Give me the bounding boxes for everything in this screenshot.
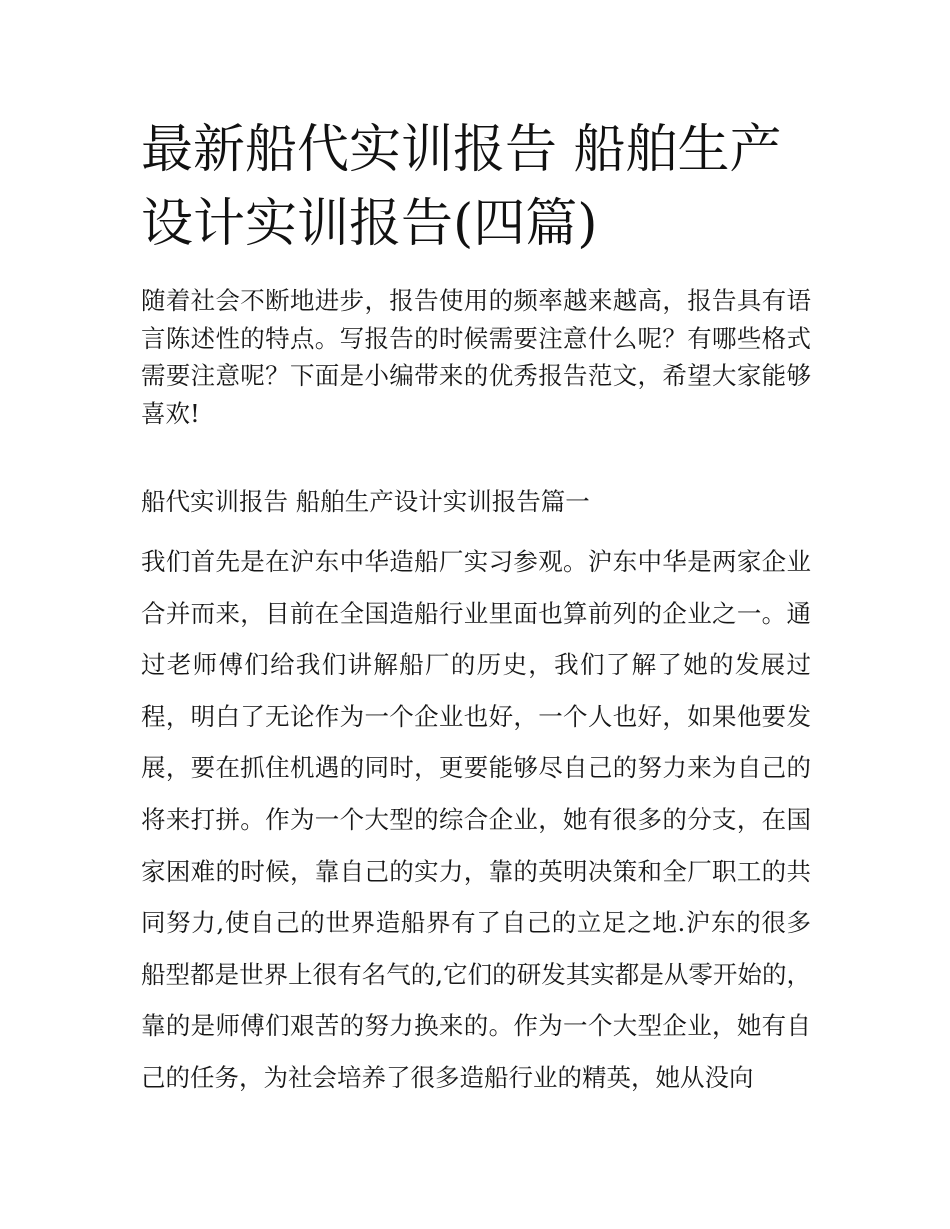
section-body-paragraph: 我们首先是在沪东中华造船厂实习参观。沪东中华是两家企业合并而来，目前在全国造船行业里面也算前列的企业之一。通过老师傅们给我们讲解船厂的历史，我们了解了她的发展过程，明白了无论作为一个企业也好，一个人也好，如果他要发展，要在抓住机遇的同时，更要能够尽自己的努力来为自己的将来打拼。作为一个大型的综合企业，她有很多的分支，在国家困难的时候，靠自己的实力，靠的英明决策和全厂职工的共同努力,使自己的世界造船界有了自己的立足之地.沪东的很多船型都是世界上很有名气的,它们的研发其实都是从零开始的，靠的是师傅们艰苦的努力换来的。作为一个大型企业，她有自己的任务，为社会培养了很多造船行业的精英，她从没向 — [141, 547, 811, 1092]
section-heading: 船代实训报告 船舶生产设计实训报告篇一 — [141, 487, 590, 516]
intro-paragraph: 随着社会不断地进步，报告使用的频率越来越高，报告具有语言陈述性的特点。写报告的时候需要注意什么呢？有哪些格式需要注意呢？下面是小编带来的优秀报告范文，希望大家能够喜欢! — [141, 286, 811, 428]
document-title: 最新船代实训报告 船舶生产设计实训报告(四篇) — [141, 120, 782, 254]
